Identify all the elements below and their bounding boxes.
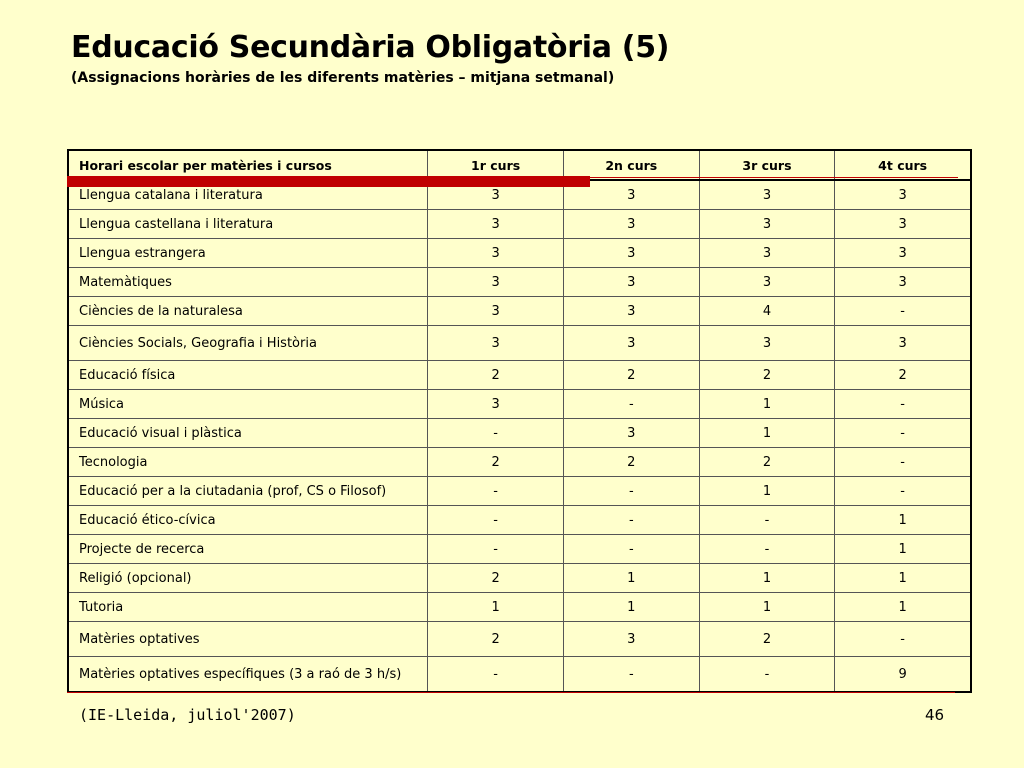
hours-cell-course-1: 1 [428, 593, 564, 622]
hours-cell-course-3: 3 [699, 268, 835, 297]
table-row [68, 593, 971, 622]
table-row [68, 657, 971, 693]
hours-cell-course-3: 1 [699, 564, 835, 593]
hours-cell-course-1: 3 [428, 268, 564, 297]
hours-cell-course-4: 3 [835, 239, 971, 268]
accent-line [590, 177, 958, 178]
hours-cell-course-2: 3 [563, 326, 699, 361]
hours-cell-course-3: 3 [699, 180, 835, 210]
hours-cell-course-1: - [428, 419, 564, 448]
hours-cell-course-1: 2 [428, 564, 564, 593]
page-number: 46 [925, 706, 945, 724]
hours-cell-course-3: 1 [699, 477, 835, 506]
header-course-1: 1r curs [428, 150, 564, 180]
subject-cell: Matemàtiques [68, 268, 428, 297]
hours-cell-course-4: - [835, 448, 971, 477]
subject-cell: Ciències Socials, Geografia i Història [68, 326, 428, 361]
hours-cell-course-4: 2 [835, 361, 971, 390]
hours-cell-course-3: 4 [699, 297, 835, 326]
table-row [68, 477, 971, 506]
hours-cell-course-4: 1 [835, 564, 971, 593]
table-row [68, 564, 971, 593]
hours-cell-course-2: - [563, 657, 699, 693]
hours-cell-course-1: 3 [428, 326, 564, 361]
hours-cell-course-2: 3 [563, 210, 699, 239]
hours-cell-course-3: 3 [699, 326, 835, 361]
subject-cell: Educació visual i plàstica [68, 419, 428, 448]
hours-cell-course-1: - [428, 506, 564, 535]
hours-cell-course-2: 3 [563, 419, 699, 448]
hours-cell-course-4: - [835, 297, 971, 326]
hours-cell-course-4: 3 [835, 210, 971, 239]
slide-title: Educació Secundària Obligatòria (5) [71, 30, 670, 65]
hours-cell-course-1: 3 [428, 180, 564, 210]
hours-cell-course-3: 1 [699, 390, 835, 419]
hours-cell-course-3: 3 [699, 239, 835, 268]
hours-cell-course-2: 2 [563, 361, 699, 390]
hours-cell-course-3: 2 [699, 361, 835, 390]
hours-cell-course-1: 3 [428, 390, 564, 419]
header-course-2: 2n curs [563, 150, 699, 180]
subject-cell: Tutoria [68, 593, 428, 622]
subject-cell: Música [68, 390, 428, 419]
table-row [68, 448, 971, 477]
hours-cell-course-2: 3 [563, 268, 699, 297]
hours-cell-course-4: 3 [835, 268, 971, 297]
hours-cell-course-1: - [428, 535, 564, 564]
header-subjects: Horari escolar per matèries i cursos [68, 150, 428, 180]
hours-cell-course-3: - [699, 535, 835, 564]
accent-bar [67, 176, 590, 187]
subject-cell: Tecnologia [68, 448, 428, 477]
subject-cell: Matèries optatives [68, 622, 428, 657]
schedule-table [67, 149, 972, 693]
table-row [68, 297, 971, 326]
hours-cell-course-4: - [835, 477, 971, 506]
hours-cell-course-3: 3 [699, 210, 835, 239]
table-row [68, 535, 971, 564]
hours-cell-course-3: 1 [699, 593, 835, 622]
hours-cell-course-2: - [563, 506, 699, 535]
table-row [68, 326, 971, 361]
hours-cell-course-1: - [428, 477, 564, 506]
table-row [68, 506, 971, 535]
table-body [68, 180, 971, 692]
hours-cell-course-2: 3 [563, 180, 699, 210]
hours-cell-course-4: 1 [835, 535, 971, 564]
hours-cell-course-1: 3 [428, 297, 564, 326]
hours-cell-course-2: - [563, 535, 699, 564]
subject-cell: Ciències de la naturalesa [68, 297, 428, 326]
hours-cell-course-2: - [563, 477, 699, 506]
hours-cell-course-3: 1 [699, 419, 835, 448]
hours-cell-course-1: 2 [428, 448, 564, 477]
hours-cell-course-2: 1 [563, 593, 699, 622]
hours-cell-course-4: 3 [835, 326, 971, 361]
hours-cell-course-3: 2 [699, 448, 835, 477]
hours-cell-course-4: 1 [835, 593, 971, 622]
hours-cell-course-4: 1 [835, 506, 971, 535]
hours-cell-course-3: 2 [699, 622, 835, 657]
hours-cell-course-4: - [835, 622, 971, 657]
hours-cell-course-3: - [699, 657, 835, 693]
subject-cell: Educació física [68, 361, 428, 390]
hours-cell-course-2: 3 [563, 239, 699, 268]
hours-cell-course-1: 2 [428, 622, 564, 657]
hours-cell-course-4: - [835, 419, 971, 448]
bottom-accent-line [67, 692, 955, 693]
table-row [68, 390, 971, 419]
hours-cell-course-1: 2 [428, 361, 564, 390]
table-row [68, 268, 971, 297]
hours-cell-course-4: 3 [835, 180, 971, 210]
subject-cell: Llengua catalana i literatura [68, 180, 428, 210]
table-row [68, 622, 971, 657]
hours-cell-course-2: - [563, 390, 699, 419]
table-row [68, 210, 971, 239]
hours-cell-course-2: 2 [563, 448, 699, 477]
hours-cell-course-2: 1 [563, 564, 699, 593]
hours-cell-course-3: - [699, 506, 835, 535]
subject-cell: Projecte de recerca [68, 535, 428, 564]
hours-cell-course-2: 3 [563, 622, 699, 657]
subject-cell: Religió (opcional) [68, 564, 428, 593]
header-course-3: 3r curs [699, 150, 835, 180]
table-row [68, 419, 971, 448]
hours-cell-course-4: 9 [835, 657, 971, 693]
table-row [68, 361, 971, 390]
table-row [68, 239, 971, 268]
subject-cell: Llengua castellana i literatura [68, 210, 428, 239]
hours-cell-course-1: 3 [428, 210, 564, 239]
subject-cell: Educació per a la ciutadania (prof, CS o Filosof) [68, 477, 428, 506]
subject-cell: Matèries optatives específiques (3 a raó de 3 h/s) [68, 657, 428, 693]
hours-cell-course-1: 3 [428, 239, 564, 268]
hours-cell-course-4: - [835, 390, 971, 419]
source-note: (IE-Lleida, juliol'2007) [79, 706, 296, 724]
subject-cell: Educació ético-cívica [68, 506, 428, 535]
hours-cell-course-2: 3 [563, 297, 699, 326]
subject-cell: Llengua estrangera [68, 239, 428, 268]
hours-cell-course-1: - [428, 657, 564, 693]
slide-subtitle: (Assignacions horàries de les diferents matèries – mitjana setmanal) [71, 70, 615, 86]
header-course-4: 4t curs [835, 150, 971, 180]
